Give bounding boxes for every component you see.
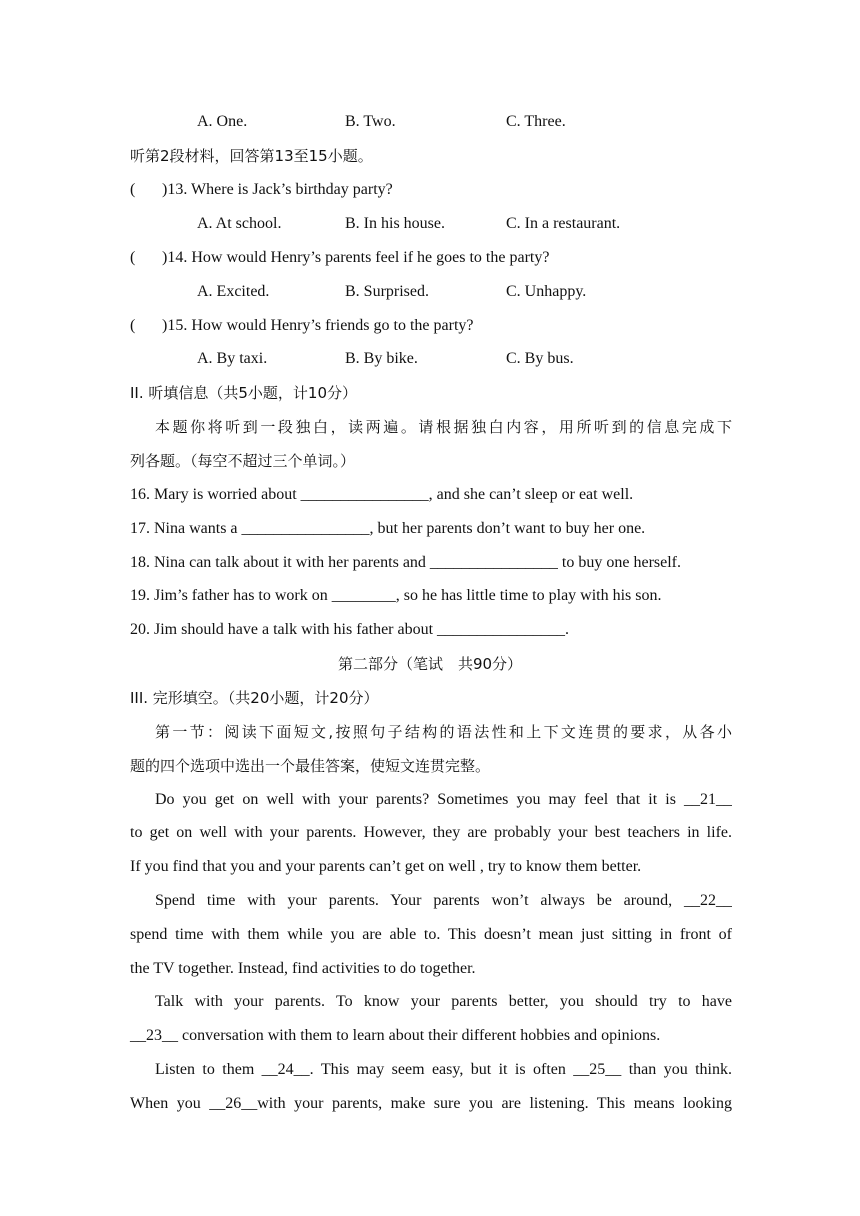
fill-item-19: 19. Jim’s father has to work on ________, so he has little time to play with his son. [130, 587, 662, 604]
passage-line-2: to get on well with your parents. However, they are probably your best teachers in life. [130, 824, 732, 841]
q15-paren: ( [130, 317, 136, 334]
q15-stem: )15. How would Henry’s friends go to the party? [162, 317, 474, 334]
q14-paren: ( [130, 249, 136, 266]
q14-option-b: B. Surprised. [345, 283, 429, 300]
part2-heading: II. 听填信息（共5小题，计10分） [130, 384, 358, 402]
q15-option-b: B. By bike. [345, 350, 418, 367]
part3-intro-line2: 题的四个选项中选出一个最佳答案，使短文连贯完整。 [130, 757, 491, 775]
q13-option-c: C. In a restaurant. [506, 215, 621, 232]
part3-heading: III. 完形填空。（共20小题，计20分） [130, 689, 379, 707]
part2-intro-line1: 本题你将听到一段独白，读两遍。请根据独白内容，用所听到的信息完成下 [155, 418, 732, 436]
passage-line-5: spend time with them while you are able to. This doesn’t mean just sitting in front of [130, 926, 732, 943]
q12-option-b: B. Two. [345, 113, 396, 130]
passage-line-6: the TV together. Instead, find activities to do together. [130, 960, 476, 977]
q13-paren: ( [130, 181, 136, 198]
q14-stem: )14. How would Henry’s parents feel if he goes to the party? [162, 249, 550, 266]
q13-option-a: A. At school. [197, 215, 282, 232]
passage-line-4: Spend time with your parents. Your parents won’t always be around, __22__ [155, 892, 732, 909]
passage-line-3: If you find that you and your parents can’t get on well , try to know them better. [130, 858, 642, 875]
part3-intro-line1: 第一节：阅读下面短文,按照句子结构的语法性和上下文连贯的要求，从各小 [155, 723, 732, 741]
q14-option-a: A. Excited. [197, 283, 270, 300]
q15-option-c: C. By bus. [506, 350, 574, 367]
q12-option-c: C. Three. [506, 113, 566, 130]
section2-instruction: 听第2段材料，回答第13至15小题。 [130, 147, 373, 165]
q13-option-b: B. In his house. [345, 215, 445, 232]
passage-line-9: Listen to them __24__. This may seem easy, but it is often __25__ than you think. [155, 1061, 732, 1078]
q12-option-a: A. One. [197, 113, 248, 130]
part2-intro-line2: 列各题。（每空不超过三个单词。） [130, 452, 356, 470]
passage-line-7: Talk with your parents. To know your parents better, you should try to have [155, 993, 732, 1010]
passage-line-1: Do you get on well with your parents? Sometimes you may feel that it is __21__ [155, 791, 732, 808]
q14-option-c: C. Unhappy. [506, 283, 587, 300]
written-part-title: 第二部分（笔试 共90分） [337, 655, 523, 673]
q13-stem: )13. Where is Jack’s birthday party? [162, 181, 393, 198]
fill-item-18: 18. Nina can talk about it with her parents and ________________ to buy one herself. [130, 554, 681, 571]
passage-line-10: When you __26__with your parents, make sure you are listening. This means looking [130, 1095, 732, 1112]
fill-item-17: 17. Nina wants a ________________, but her parents don’t want to buy her one. [130, 520, 646, 537]
fill-item-16: 16. Mary is worried about ________________, and she can’t sleep or eat well. [130, 486, 634, 503]
passage-line-8: __23__ conversation with them to learn about their different hobbies and opinions. [130, 1027, 661, 1044]
fill-item-20: 20. Jim should have a talk with his father about ________________. [130, 621, 570, 638]
q15-option-a: A. By taxi. [197, 350, 268, 367]
